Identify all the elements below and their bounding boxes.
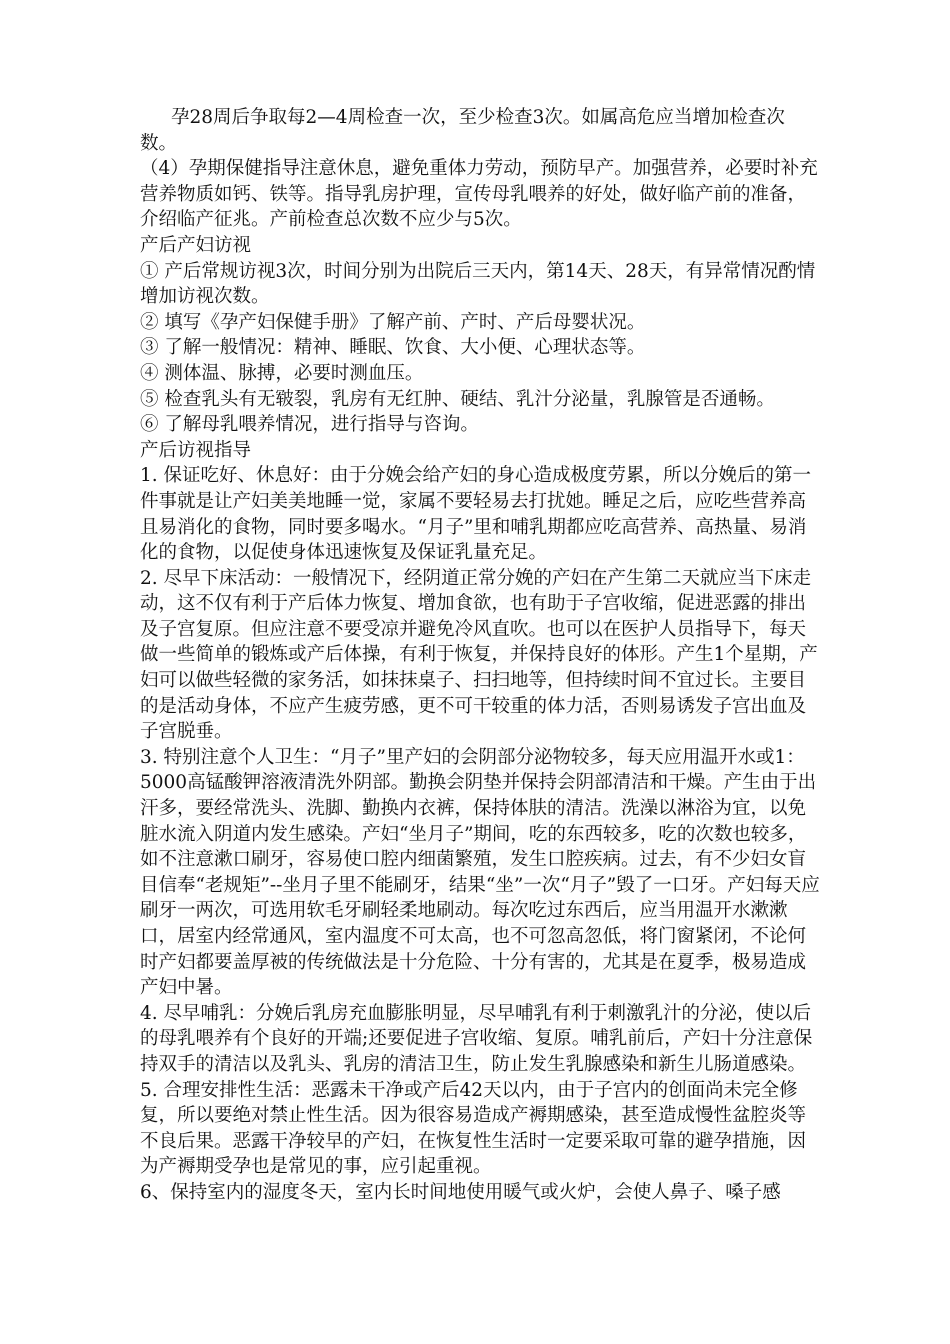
list-item: 4. 尽早哺乳：分娩后乳房充血膨胀明显，尽早哺乳有利于刺激乳汁的分泌，使以后的母乳喂养有个良好的开端;还要促进子宫收缩、复原。哺乳前后，产妇十分注意保持双手的清洁以及乳头、乳房的清洁卫生，防止发生乳腺感染和新生儿肠道感染。 [140,1002,813,1075]
postpartum-visit-list [140,259,820,438]
postpartum-guidance-list [140,463,820,1205]
list-item: 1. 保证吃好、休息好：由于分娩会给产妇的身心造成极度劳累，所以分娩后的第一件事就是让产妇美美地睡一觉，家属不要轻易去打扰她。睡足之后，应吃些营养高且易消化的食物，同时要多喝水。“月子”里和哺乳期都应吃高营养、高热量、易消化的食物，以促使身体迅速恢复及保证乳量充足。 [140,465,812,564]
list-item: 5. 合理安排性生活：恶露未干净或产后42天以内，由于子宫内的创面尚未完全修复，所以要绝对禁止性生活。因为很容易造成产褥期感染，甚至造成慢性盆腔炎等不良后果。恶露干净较早的产妇，在恢复性生活时一定要采取可靠的避孕措施，因为产褥期受孕也是常见的事，应引起重视。 [140,1079,807,1178]
list-item: ④ 测体温、脉搏，必要时测血压。 [140,362,424,384]
list-item: ⑥ 了解母乳喂养情况，进行指导与咨询。 [140,414,479,436]
list-item: 2. 尽早下床活动：一般情况下，经阴道正常分娩的产妇在产生第二天就应当下床走动，这不仅有利于产后体力恢复、增加食欲，也有助于子宫收缩，促进恶露的排出及子宫复原。但应注意不要受凉并避免冷风直吹。也可以在医护人员指导下，每天做一些简单的锻炼或产后体操，有利于恢复，并保持良好的体形。产生1个星期，产妇可以做些轻微的家务活，如抹抹桌子、扫扫地等，但持续时间不宜过长。主要目的是活动身体，不应产生疲劳感，更不可干较重的体力活，否则易诱发子宫出血及子宫脱垂。 [140,567,818,743]
list-item: ① 产后常规访视3次，时间分别为出院后三天内，第14天、28天，有异常情况酌情增加访视次数。 [140,260,816,308]
list-item: 3. 特别注意个人卫生：“月子”里产妇的会阴部分泌物较多，每天应用温开水或1：5000高锰酸钾溶液清洗外阴部。勤换会阴垫并保持会阴部清洁和干燥。产生由于出汗多，要经常洗头、洗脚、勤换内衣裤，保持体肤的清洁。洗澡以淋浴为宜，以免脏水流入阴道内发生感染。产妇“坐月子”期间，吃的东西较多，吃的次数也较多，如不注意漱口刷牙，容易使口腔内细菌繁殖，发生口腔疾病。过去，有不少妇女盲目信奉“老规矩”--坐月子里不能刷牙，结果“坐”一次“月子”毁了一口牙。产妇每天应刷牙一两次，可选用软毛牙刷轻柔地刷动。每次吃过东西后，应当用温开水漱漱口，居室内经常通风，室内温度不可太高，也不可忽高忽低，将门窗紧闭，不论何时产妇都要盖厚被的传统做法是十分危险、十分有害的，尤其是在夏季，极易造成产妇中暑。 [140,746,820,999]
paragraph-checkup-frequency: 孕28周后争取每2—4周检查一次，至少检查3次。如属高危应当增加检查次数。 [140,107,785,154]
list-item: 6、保持室内的湿度冬天，室内长时间地使用暖气或火炉，会使人鼻子、嗓子感 [140,1181,781,1203]
list-item: ③ 了解一般情况：精神、睡眠、饮食、大小便、心理状态等。 [140,337,646,359]
paragraph-pregnancy-guidance: （4）孕期保健指导注意休息，避免重体力劳动，预防早产。加强营养，必要时补充营养物质如钙、铁等。指导乳房护理，宣传母乳喂养的好处，做好临产前的准备，介绍临产征兆。产前检查总次数不应少与5次。 [140,158,818,231]
list-item: ② 填写《孕产妇保健手册》了解产前、产时、产后母婴状况。 [140,311,646,333]
document-page [140,105,820,1206]
section-heading-postpartum-visit: 产后产妇访视 [140,234,252,256]
section-heading-postpartum-guidance: 产后访视指导 [140,439,252,461]
list-item: ⑤ 检查乳头有无皲裂，乳房有无红肿、硬结、乳汁分泌量，乳腺管是否通畅。 [140,388,775,410]
